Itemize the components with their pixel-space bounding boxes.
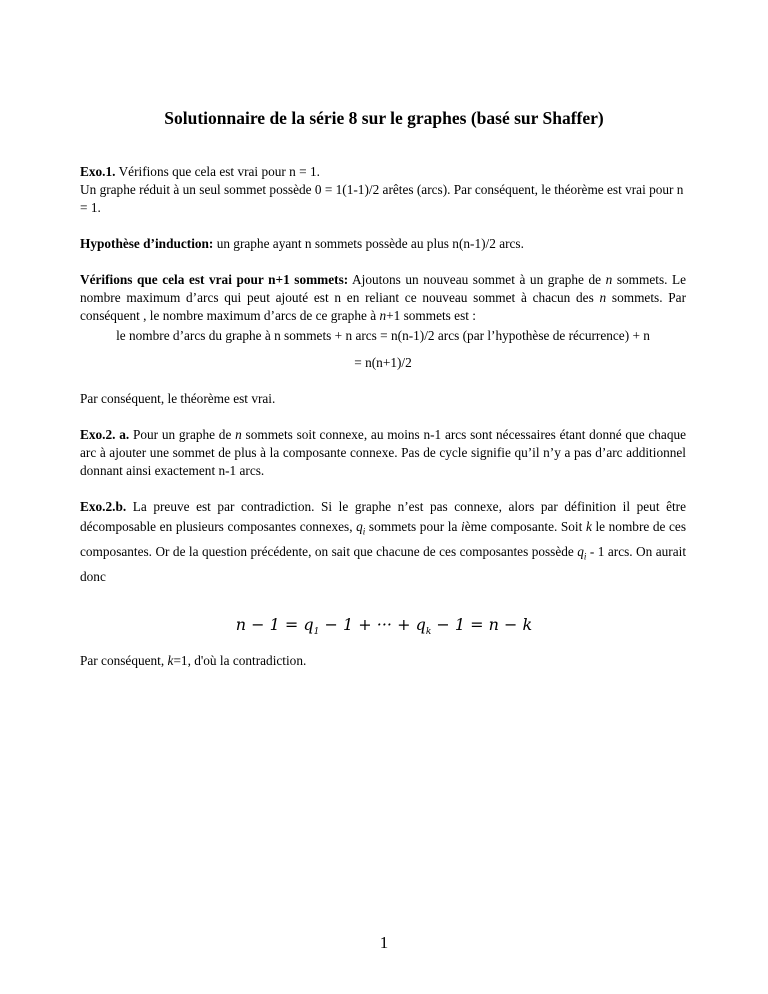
exo1-section [80, 163, 686, 217]
hypothesis-label: Hypothèse d’induction: [80, 236, 214, 251]
exo2b-label: Exo.2.b. [80, 499, 127, 514]
hypothesis-text: un graphe ayant n sommets possède au plus n(n-1)/2 arcs. [216, 236, 524, 251]
induction-step-section [80, 271, 686, 325]
conclusion-2: Par conséquent, k=1, d'où la contradiction. [80, 653, 307, 668]
exo2b-var-qi-2: $q_i$ [577, 543, 587, 562]
contradiction-formula: $n - 1 = q_1 - 1$ + ··· + $q_k - 1 = n - k$ [235, 615, 533, 638]
step-var-n3: n [379, 308, 387, 323]
exo2b-text-3: ème composante. Soit [464, 518, 583, 534]
exo1-line1: Vérifions que cela est vrai pour n = 1. [118, 164, 320, 179]
exo2b-var-i: i [461, 518, 465, 534]
step-text-4: +1 sommets est : [386, 308, 476, 323]
page-number: 1 [379, 933, 389, 952]
step-text-1: Ajoutons un nouveau sommet à un graphe de [352, 272, 602, 287]
exo2a-section [80, 426, 686, 480]
exo2a-label: Exo.2. a. [80, 427, 130, 442]
exo2b-var-qi: $q_i$ [356, 518, 366, 537]
equation-line-1: le nombre d’arcs du graphe à n sommets + n arcs = n(n-1)/2 arcs (par l’hypothèse de récurrence) + n [116, 328, 650, 343]
conclusion-1: Par conséquent, le théorème est vrai. [80, 391, 276, 406]
exo2b-var-k: k [585, 518, 592, 534]
exo2b-text-2: sommets pour la [368, 518, 458, 534]
equation-line-2: = n(n+1)/2 [354, 355, 412, 370]
exo2b-section [80, 497, 686, 586]
hypothesis-section [80, 235, 686, 253]
exo1-label: Exo.1. [80, 164, 116, 179]
exo2b-text-5: - 1 arcs. On aurait donc [80, 543, 687, 584]
step-var-n2: n [599, 290, 607, 305]
step-text-2: sommets. Le nombre maximum d’arcs qui peut ajouté est n en reliant ce nouveau sommet à chacun des [80, 272, 687, 305]
document-title: Solutionnaire de la série 8 sur le graphes (basé sur Shaffer) [164, 108, 604, 128]
exo2a-text-1: Pour un graphe de [132, 427, 232, 442]
exo2a-text-2: sommets soit connexe, au moins n-1 arcs sont nécessaires étant donné que chaque arc à ajouter une sommet de plus à la composante connexe. Pas de cycle signifie qu’il n’y a pas d’arc additionnel donnant ainsi exactement n-1 arcs. [80, 427, 687, 478]
step-var-n1: n [605, 272, 613, 287]
exo2b-text-1: La preuve est par contradiction. Si le graphe n’est pas connexe, alors par définition il peut être décomposable en plusieurs composantes connexes, [80, 499, 687, 534]
step-label: Vérifions que cela est vrai pour n+1 sommets: [80, 272, 349, 287]
exo2a-var-n: n [235, 427, 242, 442]
step-text-3: sommets. Par conséquent , le nombre maximum d’arcs de ce graphe à [80, 290, 686, 323]
exo1-line2: Un graphe réduit à un seul sommet possède 0 = 1(1-1)/2 arêtes (arcs). Par conséquent, le théorème est vrai pour n = 1. [80, 182, 684, 215]
exo2b-text-4: le nombre de ces composantes. Or de la question précédente, on sait que chacune de ces composantes possède [80, 518, 687, 559]
